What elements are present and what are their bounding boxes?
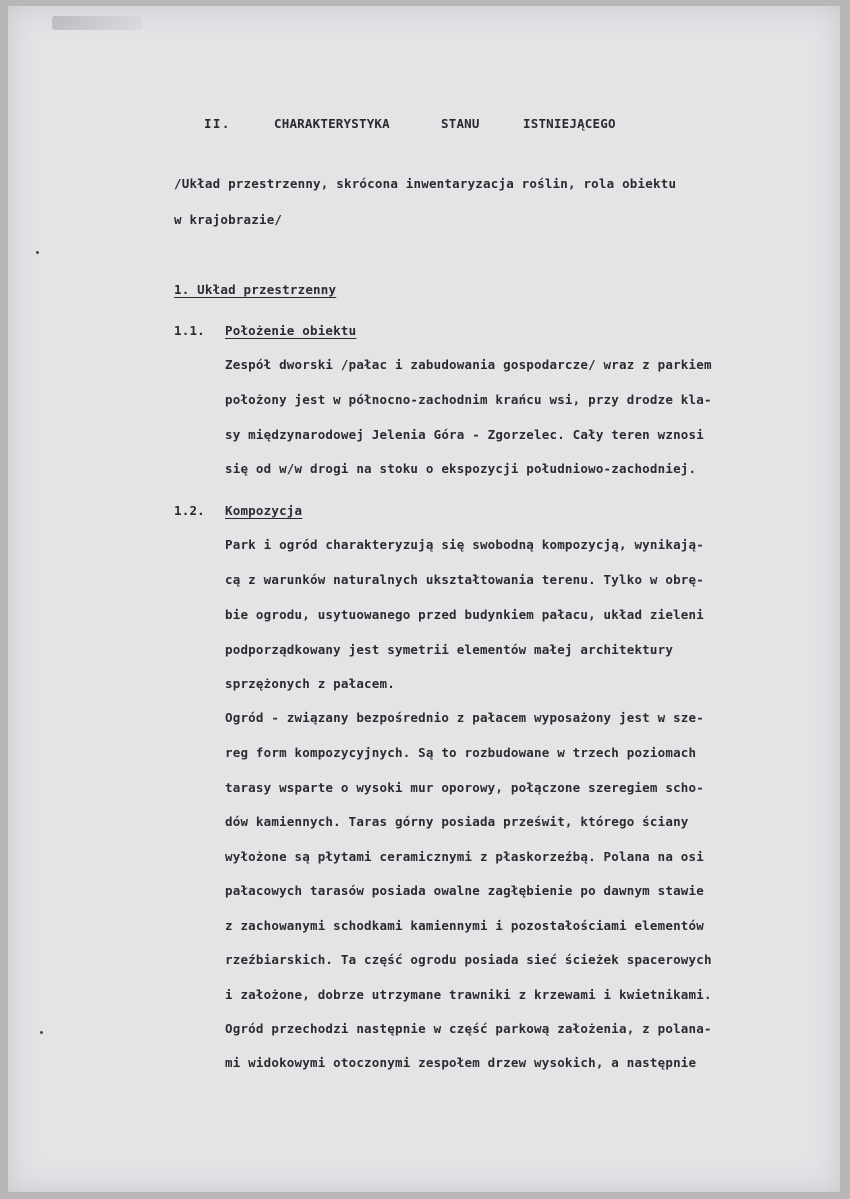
body-line: reg form kompozycyjnych. Są to rozbudowane w trzech poziomach	[225, 745, 697, 760]
body-line: wyłożone są płytami ceramicznymi z płaskorzeźbą. Polana na osi	[225, 849, 704, 864]
body-line: mi widokowymi otoczonymi zespołem drzew wysokich, a następnie	[225, 1055, 697, 1070]
subsection-number: 1.1.	[174, 323, 205, 338]
section-heading: 1. Układ przestrzenny	[174, 282, 337, 297]
body-line: Ogród - związany bezpośrednio z pałacem wyposażony jest w sze-	[225, 710, 704, 725]
body-line: się od w/w drogi na stoku o ekspozycji południowo-zachodniej.	[225, 461, 697, 476]
body-line: podporządkowany jest symetrii elementów małej architektury	[225, 642, 674, 657]
body-line: położony jest w północno-zachodnim krańcu wsi, przy drodze kla-	[225, 392, 712, 407]
body-line: dów kamiennych. Taras górny posiada prześwit, którego ściany	[225, 814, 689, 829]
subsection-title: Położenie obiektu	[225, 323, 357, 338]
chapter-title-word: STANU	[441, 116, 480, 131]
scan-mark	[52, 16, 142, 30]
body-line: sy międzynarodowej Jelenia Góra - Zgorzelec. Cały teren wznosi	[225, 427, 704, 442]
punch-dot	[40, 1031, 43, 1034]
subtitle-line: /Układ przestrzenny, skrócona inwentaryzacja roślin, rola obiektu	[174, 176, 677, 191]
body-line: z zachowanymi schodkami kamiennymi i pozostałościami elementów	[225, 918, 704, 933]
body-line: Park i ogród charakteryzują się swobodną kompozycją, wynikają-	[225, 537, 704, 552]
body-line: tarasy wsparte o wysoki mur oporowy, połączone szeregiem scho-	[225, 780, 704, 795]
body-line: Ogród przechodzi następnie w część parkową założenia, z polana-	[225, 1021, 712, 1036]
body-line: Zespół dworski /pałac i zabudowania gospodarcze/ wraz z parkiem	[225, 357, 712, 372]
subsection-title: Kompozycja	[225, 503, 303, 518]
subtitle-line: w krajobrazie/	[174, 212, 283, 227]
body-line: cą z warunków naturalnych ukształtowania terenu. Tylko w obrę-	[225, 572, 704, 587]
body-line: i założone, dobrze utrzymane trawniki z krzewami i kwietnikami.	[225, 987, 712, 1002]
body-line: rzeźbiarskich. Ta część ogrodu posiada sieć ścieżek spacerowych	[225, 952, 712, 967]
chapter-title-word: CHARAKTERYSTYKA	[274, 116, 390, 131]
body-line: pałacowych tarasów posiada owalne zagłębienie po dawnym stawie	[225, 883, 704, 898]
punch-dot	[36, 251, 39, 254]
body-line: bie ogrodu, usytuowanego przed budynkiem pałacu, układ zieleni	[225, 607, 704, 622]
body-line: sprzężonych z pałacem.	[225, 676, 395, 691]
chapter-number: II.	[204, 116, 231, 131]
chapter-title-word: ISTNIEJĄCEGO	[523, 116, 616, 131]
subsection-number: 1.2.	[174, 503, 205, 518]
